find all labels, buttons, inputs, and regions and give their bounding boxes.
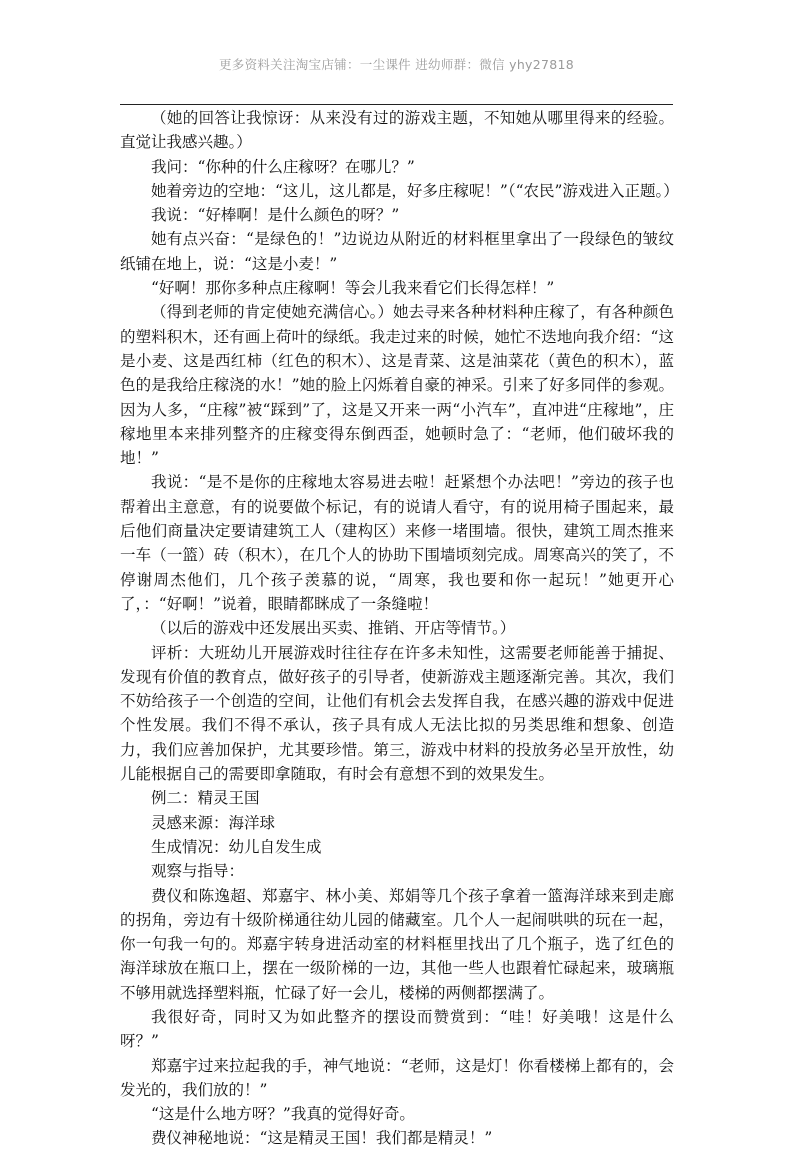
observation-heading: 观察与指导：: [151, 862, 245, 881]
paragraph: （得到老师的肯定使她充满信心。）她去寻来各种材料种庄稼了，有各种颜色的塑料积木，还有画上荷叶的绿纸。我走过来的时候，她忙不迭地向我介绍：“这是小麦、这是西红柿（红色的积木）、这是青菜、这是油菜花（黄色的积木），蓝色的是我给庄稼浇的水！”她的脸上闪烁着自豪的神采。引来了好多同伴的参观。因为人多，“庄稼”被“踩到”了，这是又开来一两“小汽车”，直冲进“庄稼地”，庄稼地里本来排列整齐的庄稼变得东倒西歪，她顿时急了：“老师，他们破坏我的地！”: [120, 303, 674, 468]
paragraph: （以后的游戏中还发展出买卖、推销、开店等情节。）: [151, 619, 516, 638]
document-body: [120, 106, 679, 1151]
paragraph: 我说：“好棒啊！是什么颜色的呀？”: [151, 206, 400, 225]
paragraph: “好啊！那你多种点庄稼啊！等会儿我来看它们长得怎样！”: [151, 279, 555, 298]
header-note: 更多资料关注淘宝店铺：一尘课件 进幼师群：微信 yhy27818: [218, 57, 575, 72]
example-heading: 例二：精灵王国: [151, 789, 260, 808]
generation-status: 生成情况：幼儿自发生成: [151, 837, 322, 856]
inspiration-source: 灵感来源：海洋球: [151, 813, 276, 832]
paragraph: 郑嘉宇过来拉起我的手，神气地说：“老师，这是灯！你看楼梯上都有的，会发光的，我们放的！”: [120, 1056, 674, 1099]
paragraph: 她有点兴奋：“是绿色的！”边说边从附近的材料框里拿出了一段绿色的皱纹纸铺在地上，说：“这是小麦！”: [120, 230, 674, 273]
paragraph: （她的回答让我惊讶：从来没有过的游戏主题，不知她从哪里得来的经验。直觉让我感兴趣。）: [120, 109, 674, 152]
paragraph: 我问：“你种的什么庄稼呀？在哪儿？”: [151, 157, 415, 176]
paragraph: 她着旁边的空地：“这儿，这儿都是，好多庄稼呢！”（“农民”游戏进入正题。）: [151, 181, 679, 200]
paragraph: 费仪神秘地说：“这是精灵王国！我们都是精灵！”: [151, 1129, 493, 1148]
paragraph: “这是什么地方呀？”我真的觉得好奇。: [151, 1105, 415, 1124]
paragraph: 费仪和陈逸超、郑嘉宇、林小美、郑娟等几个孩子拿着一篮海洋球来到走廊的拐角，旁边有十级阶梯通往幼儿园的储藏室。几个人一起闹哄哄的玩在一起，你一句我一句的。郑嘉宇转身进活动室的材料框里找出了几个瓶子，选了红色的海洋球放在瓶口上，摆在一级阶梯的一边，其他一些人也跟着忙碌起来，玻璃瓶不够用就选择塑料瓶，忙碌了好一会儿，楼梯的两侧都摆满了。: [120, 886, 674, 1002]
paragraph: 我很好奇，同时又为如此整齐的摆设而赞赏到：“哇！好美哦！这是什么呀？”: [120, 1007, 674, 1051]
header-divider: [120, 104, 673, 105]
paragraph: 我说：“是不是你的庄稼地太容易进去啦！赶紧想个办法吧！”旁边的孩子也帮着出主意意，有的说要做个标记，有的说请人看守，有的说用椅子围起来，最后他们商量决定要请建筑工人（建构区）来修一堵围墙。很快，建筑工周杰推来一车（一篮）砖（积木），在几个人的协助下围墙顷刻完成。周寒高兴的笑了，不停谢周杰他们，几个孩子羡慕的说，“周寒，我也要和你一起玩！”她更开心了，：“好啊！”说着，眼睛都眯成了一条缝啦！: [120, 473, 674, 613]
commentary-paragraph: 评析：大班幼儿开展游戏时往往存在许多未知性，这需要老师能善于捕捉、发现有价值的教育点，做好孩子的引导者，使新游戏主题逐渐完善。其次，我们不妨给孩子一个创造的空间，让他们有机会去发挥自我，在感兴趣的游戏中促进个性发展。我们不得不承认，孩子具有成人无法比拟的另类思维和想象、创造力，我们应善加保护，尤其要珍惜。第三，游戏中材料的投放务必呈开放性，幼儿能根据自己的需要即拿随取，有时会有意想不到的效果发生。: [120, 643, 674, 784]
